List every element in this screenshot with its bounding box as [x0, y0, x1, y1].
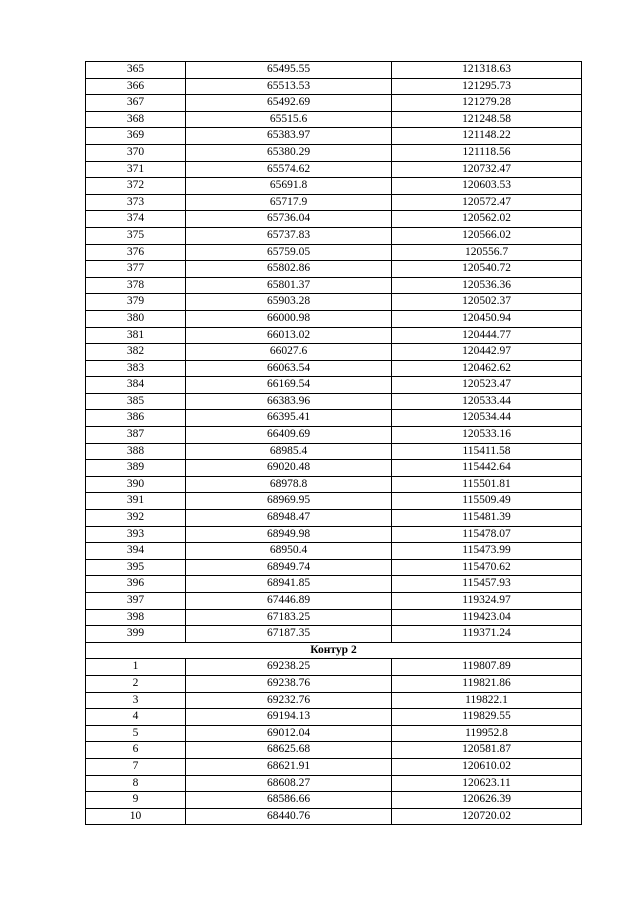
y-coordinate-cell: 120534.44	[392, 410, 582, 427]
point-number-cell: 373	[86, 194, 186, 211]
y-coordinate-cell: 121295.73	[392, 78, 582, 95]
table-row	[86, 327, 582, 344]
table-row	[86, 128, 582, 145]
table-row	[86, 294, 582, 311]
y-coordinate-cell: 115481.39	[392, 510, 582, 527]
y-coordinate-cell: 120502.37	[392, 294, 582, 311]
point-number-cell: 394	[86, 543, 186, 560]
x-coordinate-cell: 68941.85	[186, 576, 392, 593]
table-row	[86, 675, 582, 692]
table-row	[86, 758, 582, 775]
table-row	[86, 62, 582, 79]
table-row	[86, 393, 582, 410]
point-number-cell: 8	[86, 775, 186, 792]
table-row	[86, 178, 582, 195]
y-coordinate-cell: 120581.87	[392, 742, 582, 759]
table-row	[86, 344, 582, 361]
point-number-cell: 375	[86, 227, 186, 244]
point-number-cell: 397	[86, 593, 186, 610]
table-row	[86, 194, 582, 211]
y-coordinate-cell: 120562.02	[392, 211, 582, 228]
x-coordinate-cell: 65495.55	[186, 62, 392, 79]
table-row	[86, 95, 582, 112]
point-number-cell: 7	[86, 758, 186, 775]
y-coordinate-cell: 121279.28	[392, 95, 582, 112]
x-coordinate-cell: 68949.98	[186, 526, 392, 543]
y-coordinate-cell: 119807.89	[392, 659, 582, 676]
point-number-cell: 365	[86, 62, 186, 79]
x-coordinate-cell: 66169.54	[186, 377, 392, 394]
point-number-cell: 10	[86, 808, 186, 825]
x-coordinate-cell: 66027.6	[186, 344, 392, 361]
y-coordinate-cell: 120623.11	[392, 775, 582, 792]
table-row	[86, 161, 582, 178]
x-coordinate-cell: 69238.76	[186, 675, 392, 692]
point-number-cell: 6	[86, 742, 186, 759]
point-number-cell: 399	[86, 626, 186, 643]
x-coordinate-cell: 68985.4	[186, 443, 392, 460]
y-coordinate-cell: 119829.55	[392, 709, 582, 726]
point-number-cell: 4	[86, 709, 186, 726]
y-coordinate-cell: 121248.58	[392, 111, 582, 128]
table-row	[86, 476, 582, 493]
y-coordinate-cell: 119952.8	[392, 725, 582, 742]
table-row	[86, 410, 582, 427]
y-coordinate-cell: 120444.77	[392, 327, 582, 344]
point-number-cell: 384	[86, 377, 186, 394]
x-coordinate-cell: 65515.6	[186, 111, 392, 128]
table-row	[86, 211, 582, 228]
y-coordinate-cell: 120536.36	[392, 277, 582, 294]
table-row	[86, 593, 582, 610]
point-number-cell: 372	[86, 178, 186, 195]
table-row	[86, 775, 582, 792]
table-row	[86, 808, 582, 825]
point-number-cell: 385	[86, 393, 186, 410]
x-coordinate-cell: 65903.28	[186, 294, 392, 311]
table-row	[86, 526, 582, 543]
point-number-cell: 378	[86, 277, 186, 294]
x-coordinate-cell: 67183.25	[186, 609, 392, 626]
x-coordinate-cell: 65802.86	[186, 261, 392, 278]
table-row	[86, 792, 582, 809]
y-coordinate-cell: 121318.63	[392, 62, 582, 79]
x-coordinate-cell: 65759.05	[186, 244, 392, 261]
point-number-cell: 381	[86, 327, 186, 344]
x-coordinate-cell: 67187.35	[186, 626, 392, 643]
point-number-cell: 9	[86, 792, 186, 809]
table-row	[86, 725, 582, 742]
y-coordinate-cell: 119423.04	[392, 609, 582, 626]
y-coordinate-cell: 115457.93	[392, 576, 582, 593]
table-row	[86, 261, 582, 278]
table-row	[86, 227, 582, 244]
point-number-cell: 371	[86, 161, 186, 178]
y-coordinate-cell: 120462.62	[392, 360, 582, 377]
table-row	[86, 360, 582, 377]
point-number-cell: 395	[86, 559, 186, 576]
y-coordinate-cell: 120572.47	[392, 194, 582, 211]
y-coordinate-cell: 115501.81	[392, 476, 582, 493]
y-coordinate-cell: 115470.62	[392, 559, 582, 576]
x-coordinate-cell: 66000.98	[186, 310, 392, 327]
x-coordinate-cell: 65492.69	[186, 95, 392, 112]
y-coordinate-cell: 121118.56	[392, 144, 582, 161]
table-row	[86, 559, 582, 576]
y-coordinate-cell: 120442.97	[392, 344, 582, 361]
y-coordinate-cell: 115411.58	[392, 443, 582, 460]
x-coordinate-cell: 69232.76	[186, 692, 392, 709]
table-row	[86, 493, 582, 510]
table-row	[86, 609, 582, 626]
point-number-cell: 387	[86, 427, 186, 444]
x-coordinate-cell: 65380.29	[186, 144, 392, 161]
table-row	[86, 443, 582, 460]
x-coordinate-cell: 65717.9	[186, 194, 392, 211]
point-number-cell: 388	[86, 443, 186, 460]
point-number-cell: 390	[86, 476, 186, 493]
y-coordinate-cell: 120720.02	[392, 808, 582, 825]
y-coordinate-cell: 120533.44	[392, 393, 582, 410]
x-coordinate-cell: 65574.62	[186, 161, 392, 178]
y-coordinate-cell: 120732.47	[392, 161, 582, 178]
y-coordinate-cell: 120450.94	[392, 310, 582, 327]
x-coordinate-cell: 65801.37	[186, 277, 392, 294]
point-number-cell: 391	[86, 493, 186, 510]
point-number-cell: 393	[86, 526, 186, 543]
point-number-cell: 392	[86, 510, 186, 527]
y-coordinate-cell: 115442.64	[392, 460, 582, 477]
point-number-cell: 367	[86, 95, 186, 112]
x-coordinate-cell: 65691.8	[186, 178, 392, 195]
y-coordinate-cell: 120523.47	[392, 377, 582, 394]
y-coordinate-cell: 120603.53	[392, 178, 582, 195]
table-row	[86, 460, 582, 477]
x-coordinate-cell: 65737.83	[186, 227, 392, 244]
y-coordinate-cell: 120610.02	[392, 758, 582, 775]
table-row	[86, 659, 582, 676]
point-number-cell: 374	[86, 211, 186, 228]
point-number-cell: 376	[86, 244, 186, 261]
y-coordinate-cell: 119371.24	[392, 626, 582, 643]
point-number-cell: 389	[86, 460, 186, 477]
y-coordinate-cell: 119821.86	[392, 675, 582, 692]
point-number-cell: 396	[86, 576, 186, 593]
x-coordinate-cell: 66395.41	[186, 410, 392, 427]
point-number-cell: 366	[86, 78, 186, 95]
x-coordinate-cell: 68625.68	[186, 742, 392, 759]
y-coordinate-cell: 115509.49	[392, 493, 582, 510]
x-coordinate-cell: 69012.04	[186, 725, 392, 742]
x-coordinate-cell: 67446.89	[186, 593, 392, 610]
x-coordinate-cell: 69020.48	[186, 460, 392, 477]
x-coordinate-cell: 68608.27	[186, 775, 392, 792]
table-row	[86, 510, 582, 527]
table-row	[86, 111, 582, 128]
x-coordinate-cell: 69194.13	[186, 709, 392, 726]
y-coordinate-cell: 119324.97	[392, 593, 582, 610]
x-coordinate-cell: 68950.4	[186, 543, 392, 560]
point-number-cell: 1	[86, 659, 186, 676]
x-coordinate-cell: 68621.91	[186, 758, 392, 775]
table-row	[86, 377, 582, 394]
table-row	[86, 543, 582, 560]
x-coordinate-cell: 66013.02	[186, 327, 392, 344]
point-number-cell: 3	[86, 692, 186, 709]
point-number-cell: 377	[86, 261, 186, 278]
y-coordinate-cell: 121148.22	[392, 128, 582, 145]
y-coordinate-cell: 120556.7	[392, 244, 582, 261]
y-coordinate-cell: 120533.16	[392, 427, 582, 444]
point-number-cell: 386	[86, 410, 186, 427]
x-coordinate-cell: 66409.69	[186, 427, 392, 444]
point-number-cell: 398	[86, 609, 186, 626]
point-number-cell: 369	[86, 128, 186, 145]
x-coordinate-cell: 65736.04	[186, 211, 392, 228]
table-row	[86, 692, 582, 709]
table-row	[86, 626, 582, 643]
table-row	[86, 709, 582, 726]
x-coordinate-cell: 68969.95	[186, 493, 392, 510]
point-number-cell: 379	[86, 294, 186, 311]
table-row	[86, 742, 582, 759]
x-coordinate-cell: 69238.25	[186, 659, 392, 676]
table-row	[86, 427, 582, 444]
point-number-cell: 2	[86, 675, 186, 692]
x-coordinate-cell: 68978.8	[186, 476, 392, 493]
x-coordinate-cell: 65513.53	[186, 78, 392, 95]
y-coordinate-cell: 120626.39	[392, 792, 582, 809]
y-coordinate-cell: 115473.99	[392, 543, 582, 560]
x-coordinate-cell: 66063.54	[186, 360, 392, 377]
table-row	[86, 244, 582, 261]
x-coordinate-cell: 68949.74	[186, 559, 392, 576]
point-number-cell: 368	[86, 111, 186, 128]
table-row	[86, 78, 582, 95]
point-number-cell: 370	[86, 144, 186, 161]
table-row	[86, 277, 582, 294]
table-row	[86, 576, 582, 593]
section-header-row	[86, 642, 582, 659]
point-number-cell: 383	[86, 360, 186, 377]
x-coordinate-cell: 68440.76	[186, 808, 392, 825]
x-coordinate-cell: 66383.96	[186, 393, 392, 410]
point-number-cell: 380	[86, 310, 186, 327]
y-coordinate-cell: 120540.72	[392, 261, 582, 278]
y-coordinate-cell: 120566.02	[392, 227, 582, 244]
x-coordinate-cell: 68948.47	[186, 510, 392, 527]
table-row	[86, 310, 582, 327]
y-coordinate-cell: 115478.07	[392, 526, 582, 543]
section-title: Контур 2	[86, 642, 582, 659]
coordinates-table	[85, 61, 582, 825]
point-number-cell: 382	[86, 344, 186, 361]
y-coordinate-cell: 119822.1	[392, 692, 582, 709]
point-number-cell: 5	[86, 725, 186, 742]
x-coordinate-cell: 65383.97	[186, 128, 392, 145]
table-row	[86, 144, 582, 161]
x-coordinate-cell: 68586.66	[186, 792, 392, 809]
coordinates-table-body	[86, 62, 582, 825]
